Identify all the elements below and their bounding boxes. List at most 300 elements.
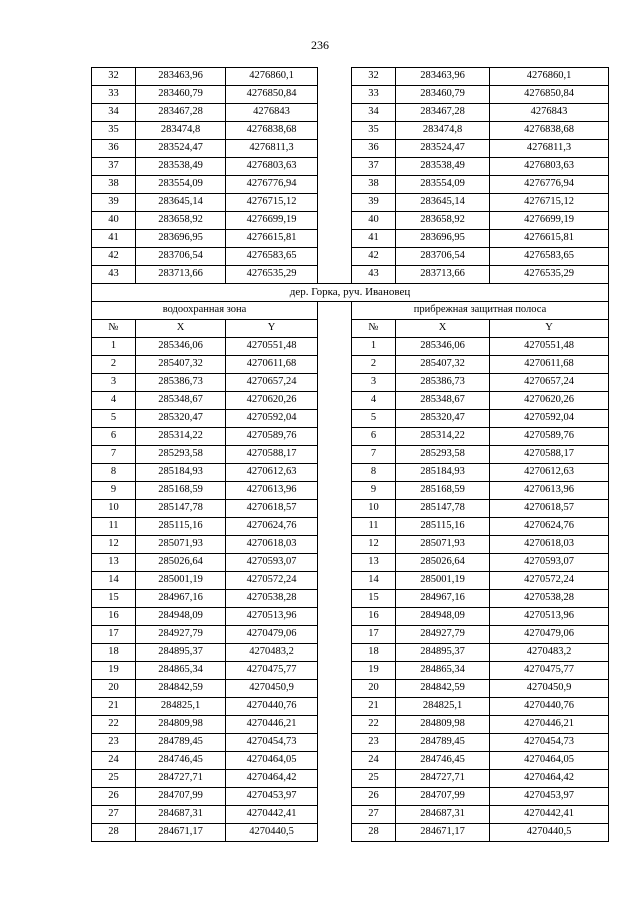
cell-number: 24	[352, 752, 396, 770]
cell-number: 13	[352, 554, 396, 572]
cell-number: 10	[352, 500, 396, 518]
table-gap	[318, 428, 352, 446]
cell-y: 4270475,77	[490, 662, 609, 680]
table-gap	[318, 824, 352, 842]
cell-y: 4270611,68	[490, 356, 609, 374]
table-row	[92, 788, 609, 806]
cell-number: 21	[92, 698, 136, 716]
cell-x: 285293,58	[396, 446, 490, 464]
cell-x: 285314,22	[136, 428, 226, 446]
cell-x: 285184,93	[396, 464, 490, 482]
cell-number: 26	[92, 788, 136, 806]
cell-number: 2	[92, 356, 136, 374]
cell-y: 4270483,2	[490, 644, 609, 662]
cell-number: 16	[92, 608, 136, 626]
right-zone-label: прибрежная защитная полоса	[352, 302, 609, 320]
cell-number: 20	[92, 680, 136, 698]
cell-y: 4270592,04	[490, 410, 609, 428]
cell-number: 18	[92, 644, 136, 662]
cell-y: 4276838,68	[226, 122, 318, 140]
cell-y: 4276535,29	[226, 266, 318, 284]
section-title-row	[92, 284, 609, 302]
table-row	[92, 104, 609, 122]
cell-number: 25	[352, 770, 396, 788]
cell-y: 4270538,28	[490, 590, 609, 608]
cell-x: 285348,67	[136, 392, 226, 410]
cell-number: 11	[92, 518, 136, 536]
table-gap	[318, 788, 352, 806]
cell-number: 32	[92, 68, 136, 86]
cell-y: 4270454,73	[226, 734, 318, 752]
cell-number: 24	[92, 752, 136, 770]
right-header-number: №	[352, 320, 396, 338]
cell-y: 4270618,57	[226, 500, 318, 518]
cell-number: 38	[352, 176, 396, 194]
cell-number: 16	[352, 608, 396, 626]
table-gap	[318, 770, 352, 788]
cell-x: 283524,47	[396, 140, 490, 158]
table-row	[92, 590, 609, 608]
cell-x: 285115,16	[136, 518, 226, 536]
cell-number: 3	[92, 374, 136, 392]
cell-number: 28	[92, 824, 136, 842]
top-block	[92, 68, 609, 284]
table-row	[92, 410, 609, 428]
cell-y: 4270513,96	[490, 608, 609, 626]
coordinates-table	[91, 67, 609, 842]
cell-x: 283538,49	[396, 158, 490, 176]
cell-x: 283463,96	[136, 68, 226, 86]
cell-y: 4270588,17	[490, 446, 609, 464]
table-row	[92, 482, 609, 500]
table-gap	[318, 590, 352, 608]
table-row	[92, 176, 609, 194]
table-row	[92, 698, 609, 716]
cell-number: 5	[92, 410, 136, 428]
cell-y: 4270464,42	[490, 770, 609, 788]
table-gap	[318, 212, 352, 230]
cell-x: 285346,06	[396, 338, 490, 356]
table-gap	[318, 302, 352, 320]
cell-y: 4276850,84	[490, 86, 609, 104]
cell-number: 33	[352, 86, 396, 104]
cell-y: 4276699,19	[490, 212, 609, 230]
cell-number: 41	[352, 230, 396, 248]
table-gap	[318, 626, 352, 644]
table-gap	[318, 644, 352, 662]
cell-y: 4270620,26	[490, 392, 609, 410]
cell-x: 283467,28	[136, 104, 226, 122]
cell-number: 21	[352, 698, 396, 716]
table-row	[92, 824, 609, 842]
table-row	[92, 266, 609, 284]
cell-x: 284842,59	[396, 680, 490, 698]
table-gap	[318, 446, 352, 464]
cell-y: 4270440,76	[226, 698, 318, 716]
table-gap	[318, 140, 352, 158]
cell-x: 285386,73	[396, 374, 490, 392]
cell-number: 3	[352, 374, 396, 392]
table-gap	[318, 158, 352, 176]
table-row	[92, 338, 609, 356]
table-row	[92, 770, 609, 788]
cell-number: 1	[352, 338, 396, 356]
cell-number: 14	[352, 572, 396, 590]
right-header-y: Y	[490, 320, 609, 338]
cell-x: 285407,32	[396, 356, 490, 374]
cell-number: 8	[352, 464, 396, 482]
cell-x: 283713,66	[396, 266, 490, 284]
cell-y: 4276583,65	[490, 248, 609, 266]
cell-y: 4270479,06	[490, 626, 609, 644]
table-row	[92, 608, 609, 626]
cell-number: 18	[352, 644, 396, 662]
cell-number: 22	[92, 716, 136, 734]
cell-x: 283463,96	[396, 68, 490, 86]
cell-x: 284825,1	[396, 698, 490, 716]
cell-y: 4270450,9	[490, 680, 609, 698]
table-gap	[318, 104, 352, 122]
table-row	[92, 356, 609, 374]
cell-y: 4276811,3	[490, 140, 609, 158]
cell-y: 4270624,76	[490, 518, 609, 536]
cell-x: 284707,99	[136, 788, 226, 806]
cell-y: 4270572,24	[226, 572, 318, 590]
cell-number: 14	[92, 572, 136, 590]
table-row	[92, 194, 609, 212]
table-gap	[318, 266, 352, 284]
table-row	[92, 806, 609, 824]
cell-x: 284825,1	[136, 698, 226, 716]
cell-x: 284809,98	[136, 716, 226, 734]
table-row	[92, 248, 609, 266]
cell-y: 4270464,05	[226, 752, 318, 770]
cell-number: 1	[92, 338, 136, 356]
cell-y: 4276811,3	[226, 140, 318, 158]
cell-number: 12	[92, 536, 136, 554]
cell-y: 4270453,97	[226, 788, 318, 806]
cell-x: 284809,98	[396, 716, 490, 734]
cell-number: 11	[352, 518, 396, 536]
column-header-row	[92, 320, 609, 338]
section-block	[92, 338, 609, 842]
cell-x: 283467,28	[396, 104, 490, 122]
table-row	[92, 140, 609, 158]
cell-x: 283658,92	[396, 212, 490, 230]
cell-x: 283713,66	[136, 266, 226, 284]
cell-x: 283554,09	[136, 176, 226, 194]
cell-x: 283696,95	[136, 230, 226, 248]
cell-x: 283460,79	[136, 86, 226, 104]
cell-x: 283696,95	[396, 230, 490, 248]
cell-y: 4270612,63	[490, 464, 609, 482]
table-gap	[318, 410, 352, 428]
table-gap	[318, 716, 352, 734]
table-gap	[318, 176, 352, 194]
cell-number: 15	[352, 590, 396, 608]
cell-x: 284727,71	[136, 770, 226, 788]
cell-y: 4270483,2	[226, 644, 318, 662]
cell-number: 43	[352, 266, 396, 284]
cell-x: 284967,16	[136, 590, 226, 608]
table-row	[92, 86, 609, 104]
table-gap	[318, 86, 352, 104]
cell-x: 284746,45	[396, 752, 490, 770]
table-gap	[318, 500, 352, 518]
cell-y: 4270618,03	[490, 536, 609, 554]
section-title: дер. Горка, руч. Ивановец	[92, 284, 609, 302]
left-header-number: №	[92, 320, 136, 338]
left-header-x: X	[136, 320, 226, 338]
cell-number: 39	[352, 194, 396, 212]
table-gap	[318, 374, 352, 392]
cell-x: 284707,99	[396, 788, 490, 806]
cell-y: 4270589,76	[490, 428, 609, 446]
table-gap	[318, 338, 352, 356]
cell-x: 283524,47	[136, 140, 226, 158]
cell-number: 40	[352, 212, 396, 230]
cell-x: 285320,47	[136, 410, 226, 428]
cell-y: 4270618,03	[226, 536, 318, 554]
cell-x: 283645,14	[136, 194, 226, 212]
cell-number: 42	[92, 248, 136, 266]
cell-y: 4270440,76	[490, 698, 609, 716]
cell-number: 8	[92, 464, 136, 482]
table-gap	[318, 482, 352, 500]
table-gap	[318, 248, 352, 266]
cell-x: 284727,71	[396, 770, 490, 788]
cell-x: 284865,34	[136, 662, 226, 680]
cell-x: 285386,73	[136, 374, 226, 392]
cell-x: 284865,34	[396, 662, 490, 680]
table-row	[92, 68, 609, 86]
table-row	[92, 536, 609, 554]
cell-number: 19	[92, 662, 136, 680]
cell-x: 285168,59	[396, 482, 490, 500]
cell-y: 4270618,57	[490, 500, 609, 518]
table-row	[92, 428, 609, 446]
cell-number: 41	[92, 230, 136, 248]
table-gap	[318, 320, 352, 338]
table-row	[92, 644, 609, 662]
zone-label-row	[92, 302, 609, 320]
table-row	[92, 662, 609, 680]
cell-number: 35	[92, 122, 136, 140]
cell-y: 4276583,65	[226, 248, 318, 266]
cell-x: 284671,17	[396, 824, 490, 842]
table-row	[92, 716, 609, 734]
cell-y: 4270572,24	[490, 572, 609, 590]
table-gap	[318, 572, 352, 590]
cell-y: 4270479,06	[226, 626, 318, 644]
cell-y: 4276615,81	[226, 230, 318, 248]
cell-x: 285184,93	[136, 464, 226, 482]
cell-x: 285147,78	[136, 500, 226, 518]
cell-y: 4276860,1	[226, 68, 318, 86]
cell-x: 285147,78	[396, 500, 490, 518]
section-header	[92, 284, 609, 338]
cell-x: 284967,16	[396, 590, 490, 608]
cell-number: 42	[352, 248, 396, 266]
cell-y: 4270613,96	[226, 482, 318, 500]
table-gap	[318, 752, 352, 770]
cell-x: 284671,17	[136, 824, 226, 842]
cell-y: 4270589,76	[226, 428, 318, 446]
cell-y: 4270593,07	[226, 554, 318, 572]
table-row	[92, 500, 609, 518]
cell-number: 9	[352, 482, 396, 500]
cell-y: 4270620,26	[226, 392, 318, 410]
table-row	[92, 680, 609, 698]
cell-y: 4276843	[490, 104, 609, 122]
left-zone-label: водоохранная зона	[92, 302, 318, 320]
cell-number: 37	[92, 158, 136, 176]
cell-x: 285026,64	[396, 554, 490, 572]
cell-number: 32	[352, 68, 396, 86]
cell-number: 15	[92, 590, 136, 608]
cell-x: 285001,19	[396, 572, 490, 590]
cell-y: 4270454,73	[490, 734, 609, 752]
cell-number: 10	[92, 500, 136, 518]
cell-number: 27	[92, 806, 136, 824]
cell-x: 285071,93	[396, 536, 490, 554]
cell-y: 4270657,24	[226, 374, 318, 392]
table-gap	[318, 554, 352, 572]
cell-x: 284895,37	[136, 644, 226, 662]
cell-y: 4276715,12	[490, 194, 609, 212]
cell-x: 283460,79	[396, 86, 490, 104]
cell-y: 4276715,12	[226, 194, 318, 212]
cell-y: 4270593,07	[490, 554, 609, 572]
cell-y: 4270453,97	[490, 788, 609, 806]
table-row	[92, 518, 609, 536]
cell-x: 283474,8	[136, 122, 226, 140]
cell-number: 6	[352, 428, 396, 446]
cell-x: 285348,67	[396, 392, 490, 410]
cell-x: 283554,09	[396, 176, 490, 194]
table-row	[92, 230, 609, 248]
cell-x: 283706,54	[136, 248, 226, 266]
table-gap	[318, 230, 352, 248]
cell-number: 25	[92, 770, 136, 788]
cell-x: 285026,64	[136, 554, 226, 572]
cell-y: 4270624,76	[226, 518, 318, 536]
cell-y: 4270592,04	[226, 410, 318, 428]
table-row	[92, 752, 609, 770]
cell-number: 39	[92, 194, 136, 212]
cell-number: 6	[92, 428, 136, 446]
cell-y: 4270657,24	[490, 374, 609, 392]
cell-y: 4276860,1	[490, 68, 609, 86]
cell-y: 4270513,96	[226, 608, 318, 626]
cell-number: 23	[92, 734, 136, 752]
cell-x: 284687,31	[136, 806, 226, 824]
cell-y: 4276615,81	[490, 230, 609, 248]
table-row	[92, 554, 609, 572]
cell-number: 27	[352, 806, 396, 824]
cell-number: 13	[92, 554, 136, 572]
cell-x: 284927,79	[396, 626, 490, 644]
cell-number: 34	[92, 104, 136, 122]
cell-y: 4276699,19	[226, 212, 318, 230]
cell-number: 22	[352, 716, 396, 734]
table-row	[92, 446, 609, 464]
cell-number: 23	[352, 734, 396, 752]
cell-x: 284842,59	[136, 680, 226, 698]
cell-number: 19	[352, 662, 396, 680]
cell-number: 26	[352, 788, 396, 806]
table-gap	[318, 356, 352, 374]
cell-x: 283474,8	[396, 122, 490, 140]
cell-x: 284746,45	[136, 752, 226, 770]
cell-y: 4276803,63	[226, 158, 318, 176]
cell-x: 285320,47	[396, 410, 490, 428]
cell-y: 4270551,48	[490, 338, 609, 356]
table-gap	[318, 122, 352, 140]
table-gap	[318, 194, 352, 212]
cell-x: 285168,59	[136, 482, 226, 500]
cell-y: 4270442,41	[226, 806, 318, 824]
cell-number: 4	[92, 392, 136, 410]
cell-y: 4270442,41	[490, 806, 609, 824]
cell-y: 4276803,63	[490, 158, 609, 176]
cell-number: 12	[352, 536, 396, 554]
table-gap	[318, 698, 352, 716]
cell-y: 4270440,5	[226, 824, 318, 842]
cell-y: 4270538,28	[226, 590, 318, 608]
cell-x: 285115,16	[396, 518, 490, 536]
table-gap	[318, 680, 352, 698]
table-gap	[318, 536, 352, 554]
cell-x: 284687,31	[396, 806, 490, 824]
cell-number: 36	[352, 140, 396, 158]
cell-x: 283645,14	[396, 194, 490, 212]
table-row	[92, 734, 609, 752]
cell-number: 4	[352, 392, 396, 410]
cell-x: 284789,45	[396, 734, 490, 752]
table-gap	[318, 806, 352, 824]
cell-x: 283658,92	[136, 212, 226, 230]
cell-y: 4270446,21	[226, 716, 318, 734]
table-row	[92, 626, 609, 644]
cell-x: 283706,54	[396, 248, 490, 266]
cell-x: 285346,06	[136, 338, 226, 356]
cell-x: 284948,09	[396, 608, 490, 626]
cell-number: 5	[352, 410, 396, 428]
table-row	[92, 158, 609, 176]
cell-x: 284948,09	[136, 608, 226, 626]
cell-y: 4270612,63	[226, 464, 318, 482]
table-gap	[318, 734, 352, 752]
cell-y: 4270450,9	[226, 680, 318, 698]
table-row	[92, 392, 609, 410]
cell-y: 4276776,94	[490, 176, 609, 194]
cell-y: 4270464,42	[226, 770, 318, 788]
cell-y: 4276838,68	[490, 122, 609, 140]
right-header-x: X	[396, 320, 490, 338]
cell-number: 17	[352, 626, 396, 644]
cell-number: 38	[92, 176, 136, 194]
cell-number: 7	[352, 446, 396, 464]
cell-x: 285001,19	[136, 572, 226, 590]
cell-number: 33	[92, 86, 136, 104]
table-row	[92, 122, 609, 140]
cell-y: 4276535,29	[490, 266, 609, 284]
cell-y: 4270446,21	[490, 716, 609, 734]
cell-y: 4270551,48	[226, 338, 318, 356]
cell-x: 284789,45	[136, 734, 226, 752]
cell-y: 4276850,84	[226, 86, 318, 104]
